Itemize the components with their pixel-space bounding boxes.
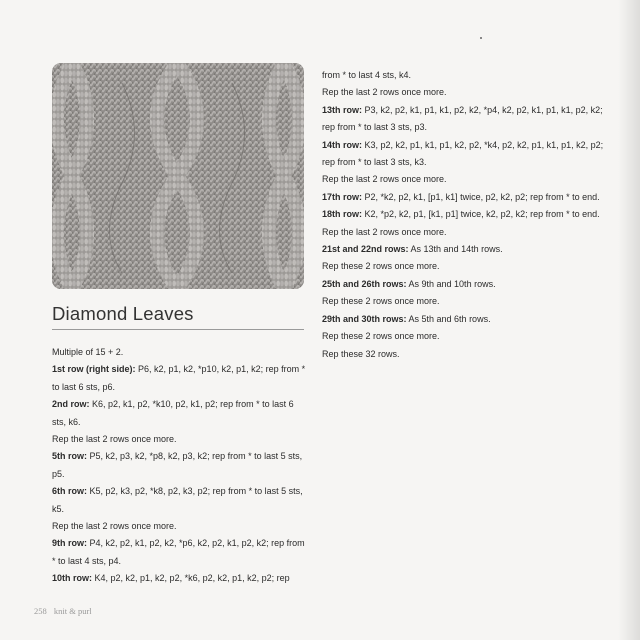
row-label: 13th row: <box>322 104 363 115</box>
instruction-row <box>322 346 618 363</box>
instruction-row <box>322 258 618 275</box>
instruction-row <box>322 189 618 206</box>
row-text: from * to last 4 sts, k4. <box>322 70 412 80</box>
book-title: knit & purl <box>53 606 92 616</box>
instruction-row <box>322 328 618 345</box>
row-text: As 5th and 6th rows. <box>406 313 491 324</box>
row-text: Rep the last 2 rows once more. <box>52 434 177 445</box>
row-label: 1st row (right side): <box>52 364 136 375</box>
instruction-row <box>52 361 308 396</box>
instructions-right-column <box>322 67 618 363</box>
row-text: K6, p2, k1, p2, *k10, p2, k1, p2; rep from * to last 6 sts, k6. <box>52 399 294 427</box>
row-label: 14th row: <box>322 139 363 150</box>
row-label: 9th row: <box>52 538 87 549</box>
row-text: K2, *p2, k2, p1, [k1, p1] twice, k2, p2, k2; rep from * to end. <box>362 209 600 220</box>
instruction-row <box>52 518 308 535</box>
row-text: Rep these 32 rows. <box>322 348 400 359</box>
row-label: 18th row: <box>322 209 363 220</box>
instruction-row <box>322 206 618 223</box>
row-text: Rep the last 2 rows once more. <box>322 226 447 237</box>
row-text: K5, p2, k3, p2, *k8, p2, k3, p2; rep from * to last 5 sts, k5. <box>52 486 303 514</box>
row-text: P5, k2, p3, k2, *p8, k2, p3, k2; rep from * to last 5 sts, p5. <box>52 451 303 479</box>
row-text: P6, k2, p1, k2, *p10, k2, p1, k2; rep from * to last 6 sts, p6. <box>52 364 306 392</box>
row-text: K3, p2, k2, p1, k1, p1, k2, p2, *k4, p2, k2, p1, k1, p1, k2, p2; rep from * to last 3 sts, k3. <box>322 139 604 168</box>
instruction-row <box>322 276 618 293</box>
speck <box>480 37 482 39</box>
row-label: 6th row: <box>52 486 87 497</box>
instruction-row <box>322 137 618 172</box>
row-label: 2nd row: <box>52 399 90 410</box>
knit-swatch-illustration <box>52 63 304 289</box>
instruction-row <box>322 84 618 101</box>
page-footer <box>34 606 97 616</box>
row-text: Rep these 2 rows once more. <box>322 261 440 272</box>
right-row-list <box>322 67 618 363</box>
instruction-row <box>322 293 618 310</box>
row-text: Rep the last 2 rows once more. <box>52 521 177 532</box>
instruction-row <box>322 311 618 328</box>
row-text: As 13th and 14th rows. <box>408 244 503 255</box>
row-text: P4, k2, p2, k1, p2, k2, *p6, k2, p2, k1, p2, k2; rep from * to last 4 sts, p4. <box>52 538 305 566</box>
title-divider <box>52 329 304 330</box>
row-text: Rep these 2 rows once more. <box>322 296 440 307</box>
row-text: Rep the last 2 rows once more. <box>322 174 447 185</box>
instructions-left-column <box>52 344 308 588</box>
row-text: P2, *k2, p2, k1, [p1, k1] twice, p2, k2, p2; rep from * to end. <box>362 191 600 202</box>
instruction-row <box>322 224 618 241</box>
row-label: 10th row: <box>52 573 93 584</box>
row-text: K4, p2, k2, p1, k2, p2, *k6, p2, k2, p1, k2, p2; rep <box>92 573 290 584</box>
instruction-row <box>52 570 308 587</box>
knit-swatch-photo <box>52 63 304 289</box>
instruction-row <box>52 483 308 518</box>
row-text: Rep the last 2 rows once more. <box>322 87 447 98</box>
page-gutter-shadow <box>618 0 640 640</box>
page-number: 258 <box>34 606 47 616</box>
row-text: As 9th and 10th rows. <box>406 278 496 289</box>
instruction-row <box>52 448 308 483</box>
row-text: Rep these 2 rows once more. <box>322 331 440 342</box>
instruction-row <box>52 396 308 431</box>
row-label: 21st and 22nd rows: <box>322 244 409 255</box>
left-row-list <box>52 361 308 587</box>
row-label: 17th row: <box>322 191 363 202</box>
row-label: 29th and 30th rows: <box>322 313 407 324</box>
instruction-row <box>52 431 308 448</box>
instruction-row <box>52 535 308 570</box>
row-label: 5th row: <box>52 451 87 462</box>
instruction-row <box>322 241 618 258</box>
instruction-row <box>322 67 618 84</box>
pattern-title: Diamond Leaves <box>52 303 194 324</box>
instruction-row <box>322 171 618 188</box>
row-label: 25th and 26th rows: <box>322 278 407 289</box>
stitch-multiple: Multiple of 15 + 2. <box>52 347 124 357</box>
instruction-row <box>322 102 618 137</box>
row-text: P3, k2, p2, k1, p1, k1, p2, k2, *p4, k2, p2, k1, p1, k1, p2, k2; rep from * to last 3 sts, p3. <box>322 104 603 133</box>
